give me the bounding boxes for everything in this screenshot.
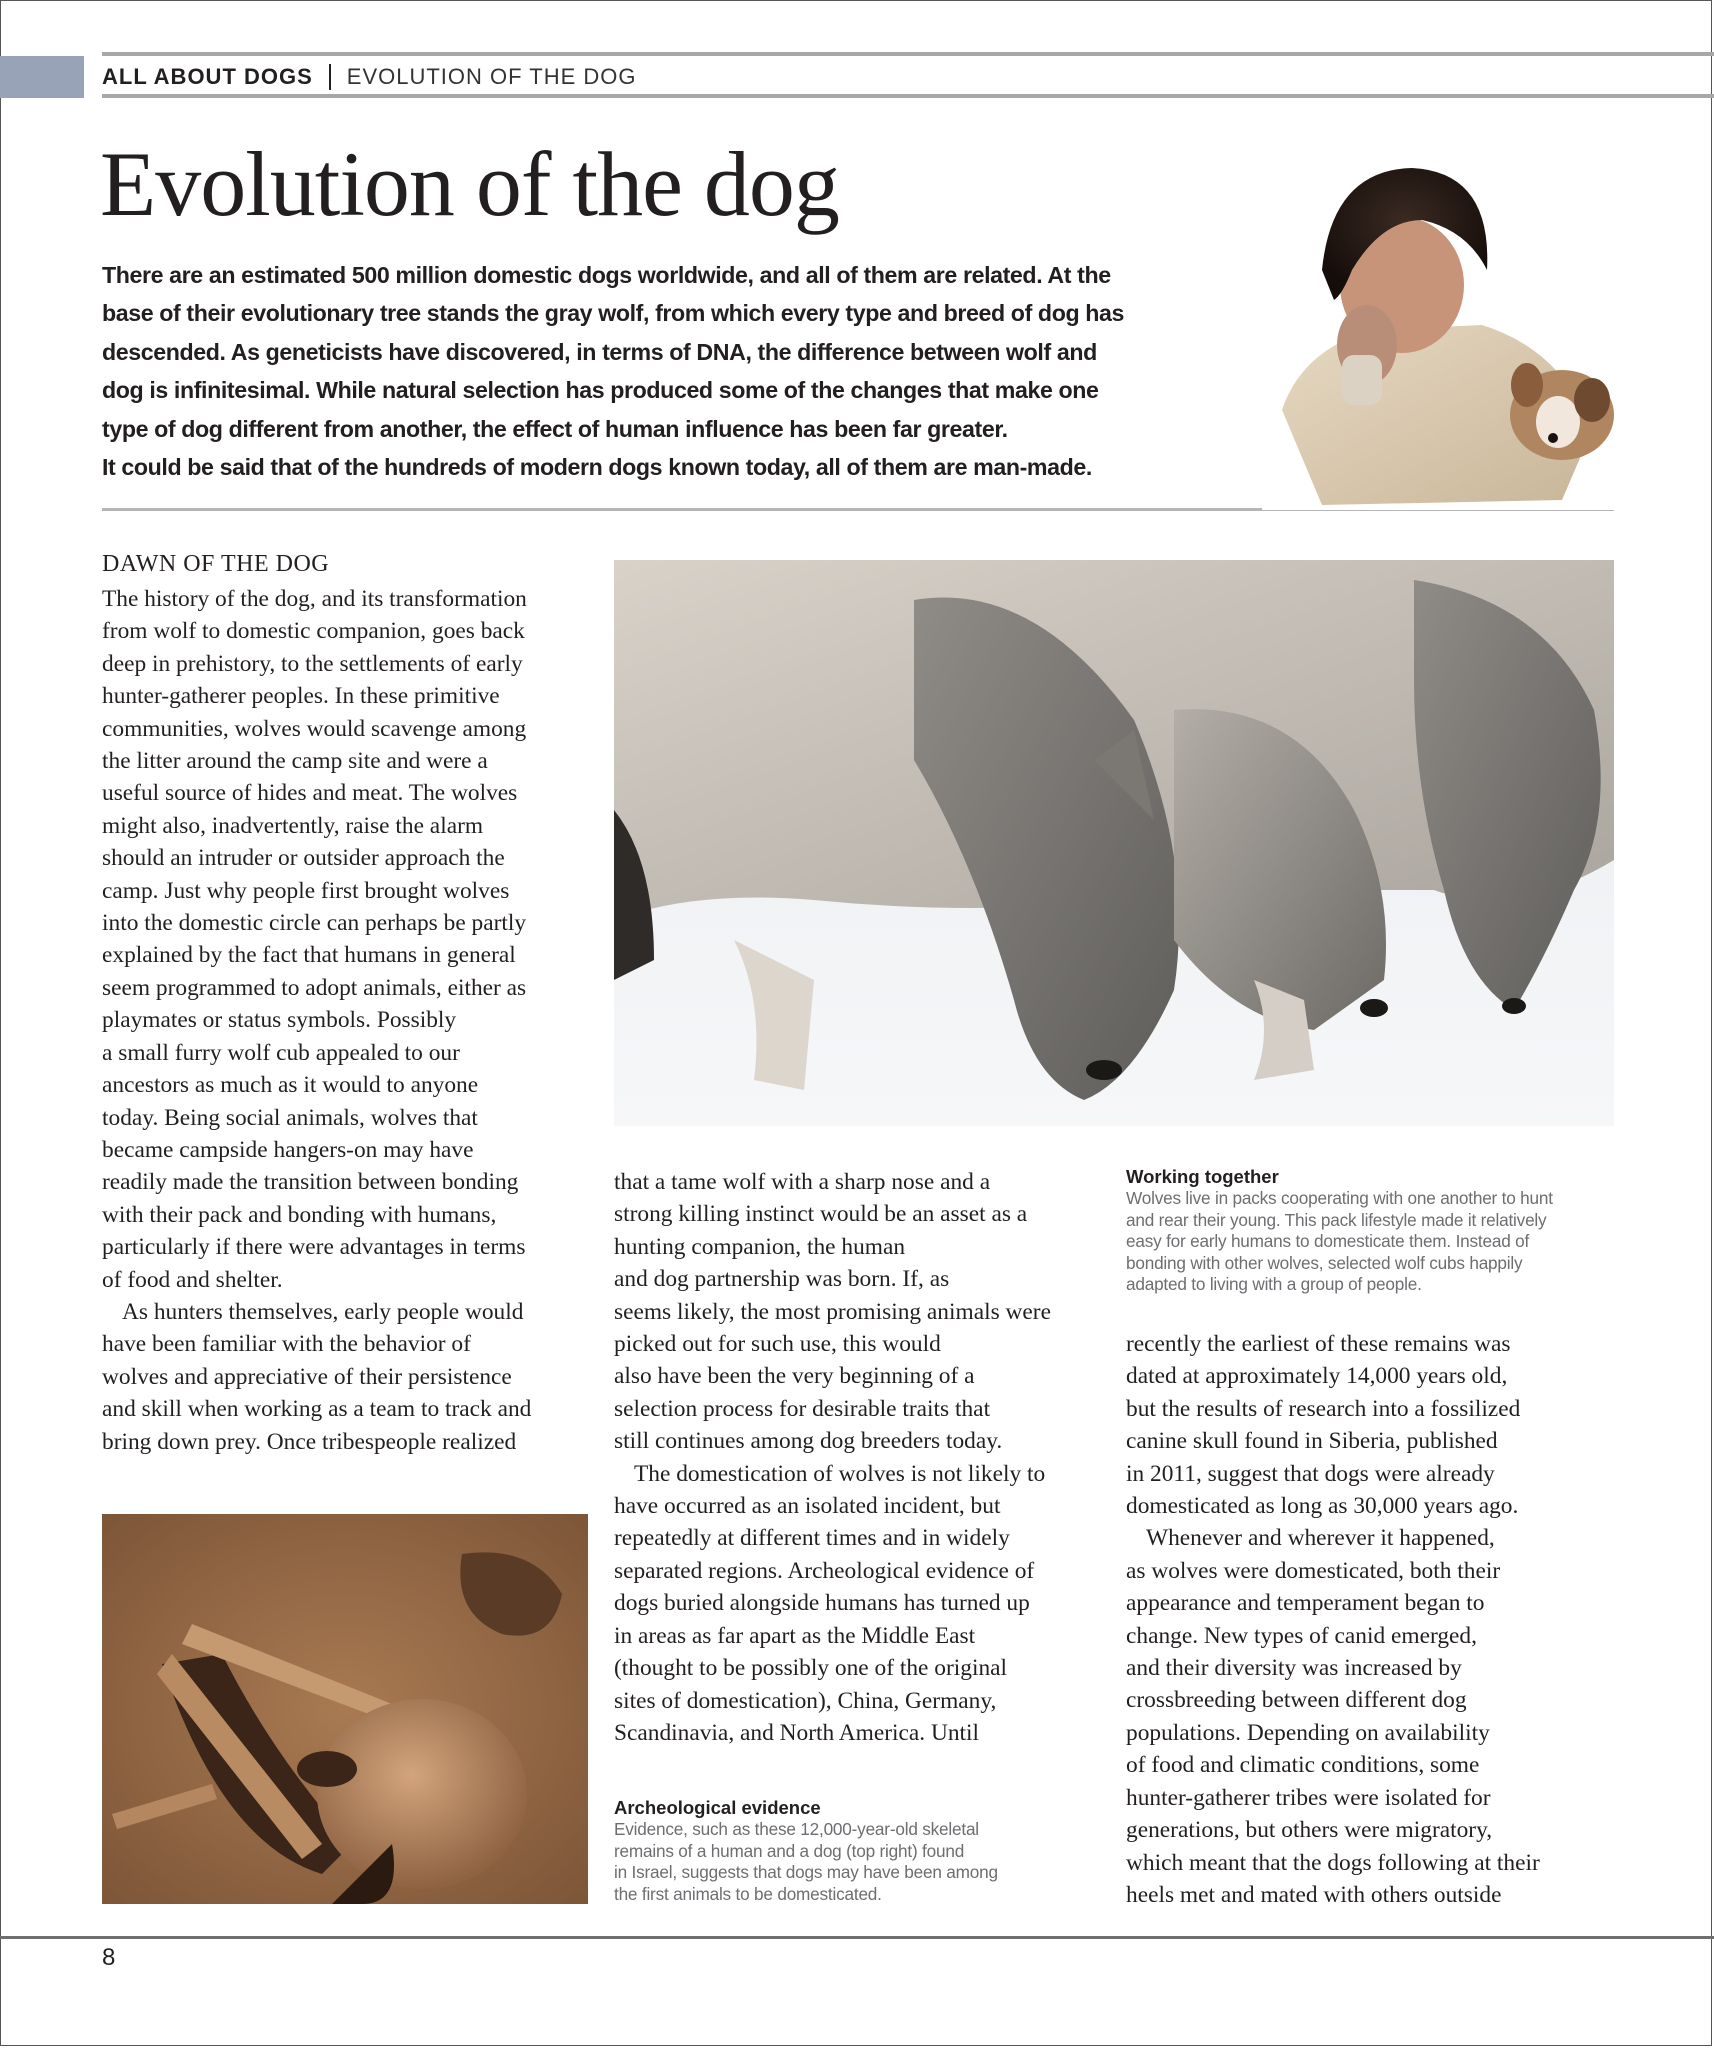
body-line: deep in prehistory, to the settlements of early [102,650,523,677]
body-column-3 [1126,1328,1540,1911]
body-line: of food and shelter. [102,1266,283,1293]
body-line: The domestication of wolves is not likely to [634,1460,1046,1487]
page-title: Evolution of the dog [100,133,839,235]
body-line: should an intruder or outsider approach the [102,845,505,872]
body-line: explained by the fact that humans in general [102,942,516,969]
body-line: and skill when working as a team to track and [102,1396,532,1423]
body-line: canine skull found in Siberia, published [1126,1428,1498,1455]
body-line: generations, but others were migratory, [1126,1817,1493,1844]
body-line: selection process for desirable traits that [614,1395,991,1422]
photo-skeletal-remains [102,1514,588,1904]
body-line: and their diversity was increased by [1126,1655,1462,1682]
body-line: strong killing instinct would be an asset as a [614,1201,1028,1228]
caption-line: Wolves live in packs cooperating with one another to hunt [1126,1188,1553,1208]
intro-line: It could be said that of the hundreds of modern dogs known today, all of them are man-made. [102,454,1092,481]
section-color-tab [0,56,84,98]
body-line: particularly if there were advantages in terms [102,1234,526,1261]
body-line: (thought to be possibly one of the original [614,1655,1008,1682]
breadcrumb [102,62,637,92]
body-line: from wolf to domestic companion, goes back [102,618,525,645]
breadcrumb-separator [329,64,331,90]
footer-rule [0,1936,1714,1939]
body-line: wolves and appreciative of their persistence [102,1363,512,1390]
body-line: The history of the dog, and its transformation [102,586,527,612]
body-line: picked out for such use, this would [614,1331,941,1358]
body-line: seem programmed to adopt animals, either as [102,974,527,1001]
body-line: might also, inadvertently, raise the alarm [102,812,484,839]
body-line: seems likely, the most promising animals were [614,1298,1051,1325]
body-line: but the results of research into a fossilized [1126,1395,1521,1422]
body-column-1 [102,583,531,1458]
caption-working-together [1126,1166,1553,1296]
caption-line: adapted to living with a group of people. [1126,1274,1422,1294]
body-line: change. New types of canid emerged, [1126,1622,1477,1649]
body-line: Scandinavia, and North America. Until [614,1719,980,1746]
body-line: readily made the transition between bonding [102,1169,519,1196]
caption-title: Archeological evidence [614,1797,821,1818]
page-number: 8 [102,1944,116,1971]
body-line: have been familiar with the behavior of [102,1331,471,1358]
body-line: camp. Just why people first brought wolves [102,877,510,904]
body-line: hunter-gatherer peoples. In these primitive [102,683,500,710]
body-line: dogs buried alongside humans has turned up [614,1590,1030,1617]
body-line: have occurred as an isolated incident, but [614,1493,1001,1520]
header-rule-top [102,52,1714,56]
body-line: playmates or status symbols. Possibly [102,1007,457,1034]
body-line: that a tame wolf with a sharp nose and a [614,1169,991,1195]
intro-line: There are an estimated 500 million domestic dogs worldwide, and all of them are related. At the [102,262,1111,288]
body-line: recently the earliest of these remains was [1126,1331,1511,1357]
body-line: the litter around the camp site and were a [102,748,488,775]
body-line: still continues among dog breeders today. [614,1428,1003,1455]
intro-paragraph [102,256,1252,486]
body-line: a small furry wolf cub appealed to our [102,1039,460,1066]
caption-line: remains of a human and a dog (top right) found [614,1840,965,1861]
body-line: useful source of hides and meat. The wolves [102,780,518,807]
photo-girl-with-puppy [1262,160,1622,510]
body-line: As hunters themselves, early people would [122,1298,524,1325]
body-line: with their pack and bonding with humans, [102,1201,497,1228]
intro-line: base of their evolutionary tree stands the gray wolf, from which every type and breed of dog has [102,300,1125,327]
intro-line: dog is infinitesimal. While natural selection has produced some of the changes that make one [102,377,1099,404]
body-line: which meant that the dogs following at their [1126,1849,1540,1876]
body-line: hunter-gatherer tribes were isolated for [1126,1784,1491,1811]
body-line: ancestors as much as it would to anyone [102,1072,479,1099]
body-line: in 2011, suggest that dogs were already [1126,1460,1495,1487]
body-line: in areas as far apart as the Middle East [614,1622,976,1649]
body-line: communities, wolves would scavenge among [102,715,527,742]
body-line: of food and climatic conditions, some [1126,1752,1480,1779]
body-line: dated at approximately 14,000 years old, [1126,1363,1508,1390]
body-column-2 [614,1166,1051,1749]
caption-archeological-evidence [614,1797,998,1905]
body-line: and dog partnership was born. If, as [614,1266,950,1293]
breadcrumb-section: ALL ABOUT DOGS [102,64,313,89]
body-line: heels met and mated with others outside [1126,1881,1502,1908]
body-line: hunting companion, the human [614,1233,906,1260]
caption-line: easy for early humans to domesticate them. Instead of [1126,1231,1530,1251]
caption-line: the first animals to be domesticated. [614,1883,882,1904]
body-line: repeatedly at different times and in widely [614,1525,1010,1552]
caption-line: Evidence, such as these 12,000-year-old skeletal [614,1819,979,1839]
body-line: today. Being social animals, wolves that [102,1104,478,1131]
body-line: crossbreeding between different dog [1126,1687,1467,1714]
caption-line: and rear their young. This pack lifestyle made it relatively [1126,1209,1547,1230]
body-line: as wolves were domesticated, both their [1126,1557,1501,1584]
caption-line: bonding with other wolves, selected wolf cubs happily [1126,1252,1523,1273]
body-line: populations. Depending on availability [1126,1719,1490,1746]
body-line: into the domestic circle can perhaps be partly [102,910,527,937]
body-line: separated regions. Archeological evidence of [614,1557,1035,1584]
body-line: became campside hangers-on may have [102,1136,474,1163]
body-line: domesticated as long as 30,000 years ago. [1126,1493,1519,1520]
body-line: Whenever and wherever it happened, [1146,1525,1495,1552]
intro-line: descended. As geneticists have discovered, in terms of DNA, the difference between wolf and [102,338,1097,365]
body-line: sites of domestication), China, Germany, [614,1687,997,1714]
body-line: also have been the very beginning of a [614,1363,975,1390]
body-line: appearance and temperament began to [1126,1590,1485,1617]
body-line: bring down prey. Once tribespeople realized [102,1428,517,1455]
caption-line: in Israel, suggests that dogs may have been among [614,1862,998,1882]
breadcrumb-subsection: EVOLUTION OF THE DOG [346,64,637,89]
photo-wolves-in-snow [614,560,1614,1126]
intro-line: type of dog different from another, the effect of human influence has been far greater. [102,415,1008,442]
section-heading: DAWN OF THE DOG [102,551,330,577]
header-rule-bottom [102,94,1714,98]
caption-title: Working together [1126,1166,1279,1187]
